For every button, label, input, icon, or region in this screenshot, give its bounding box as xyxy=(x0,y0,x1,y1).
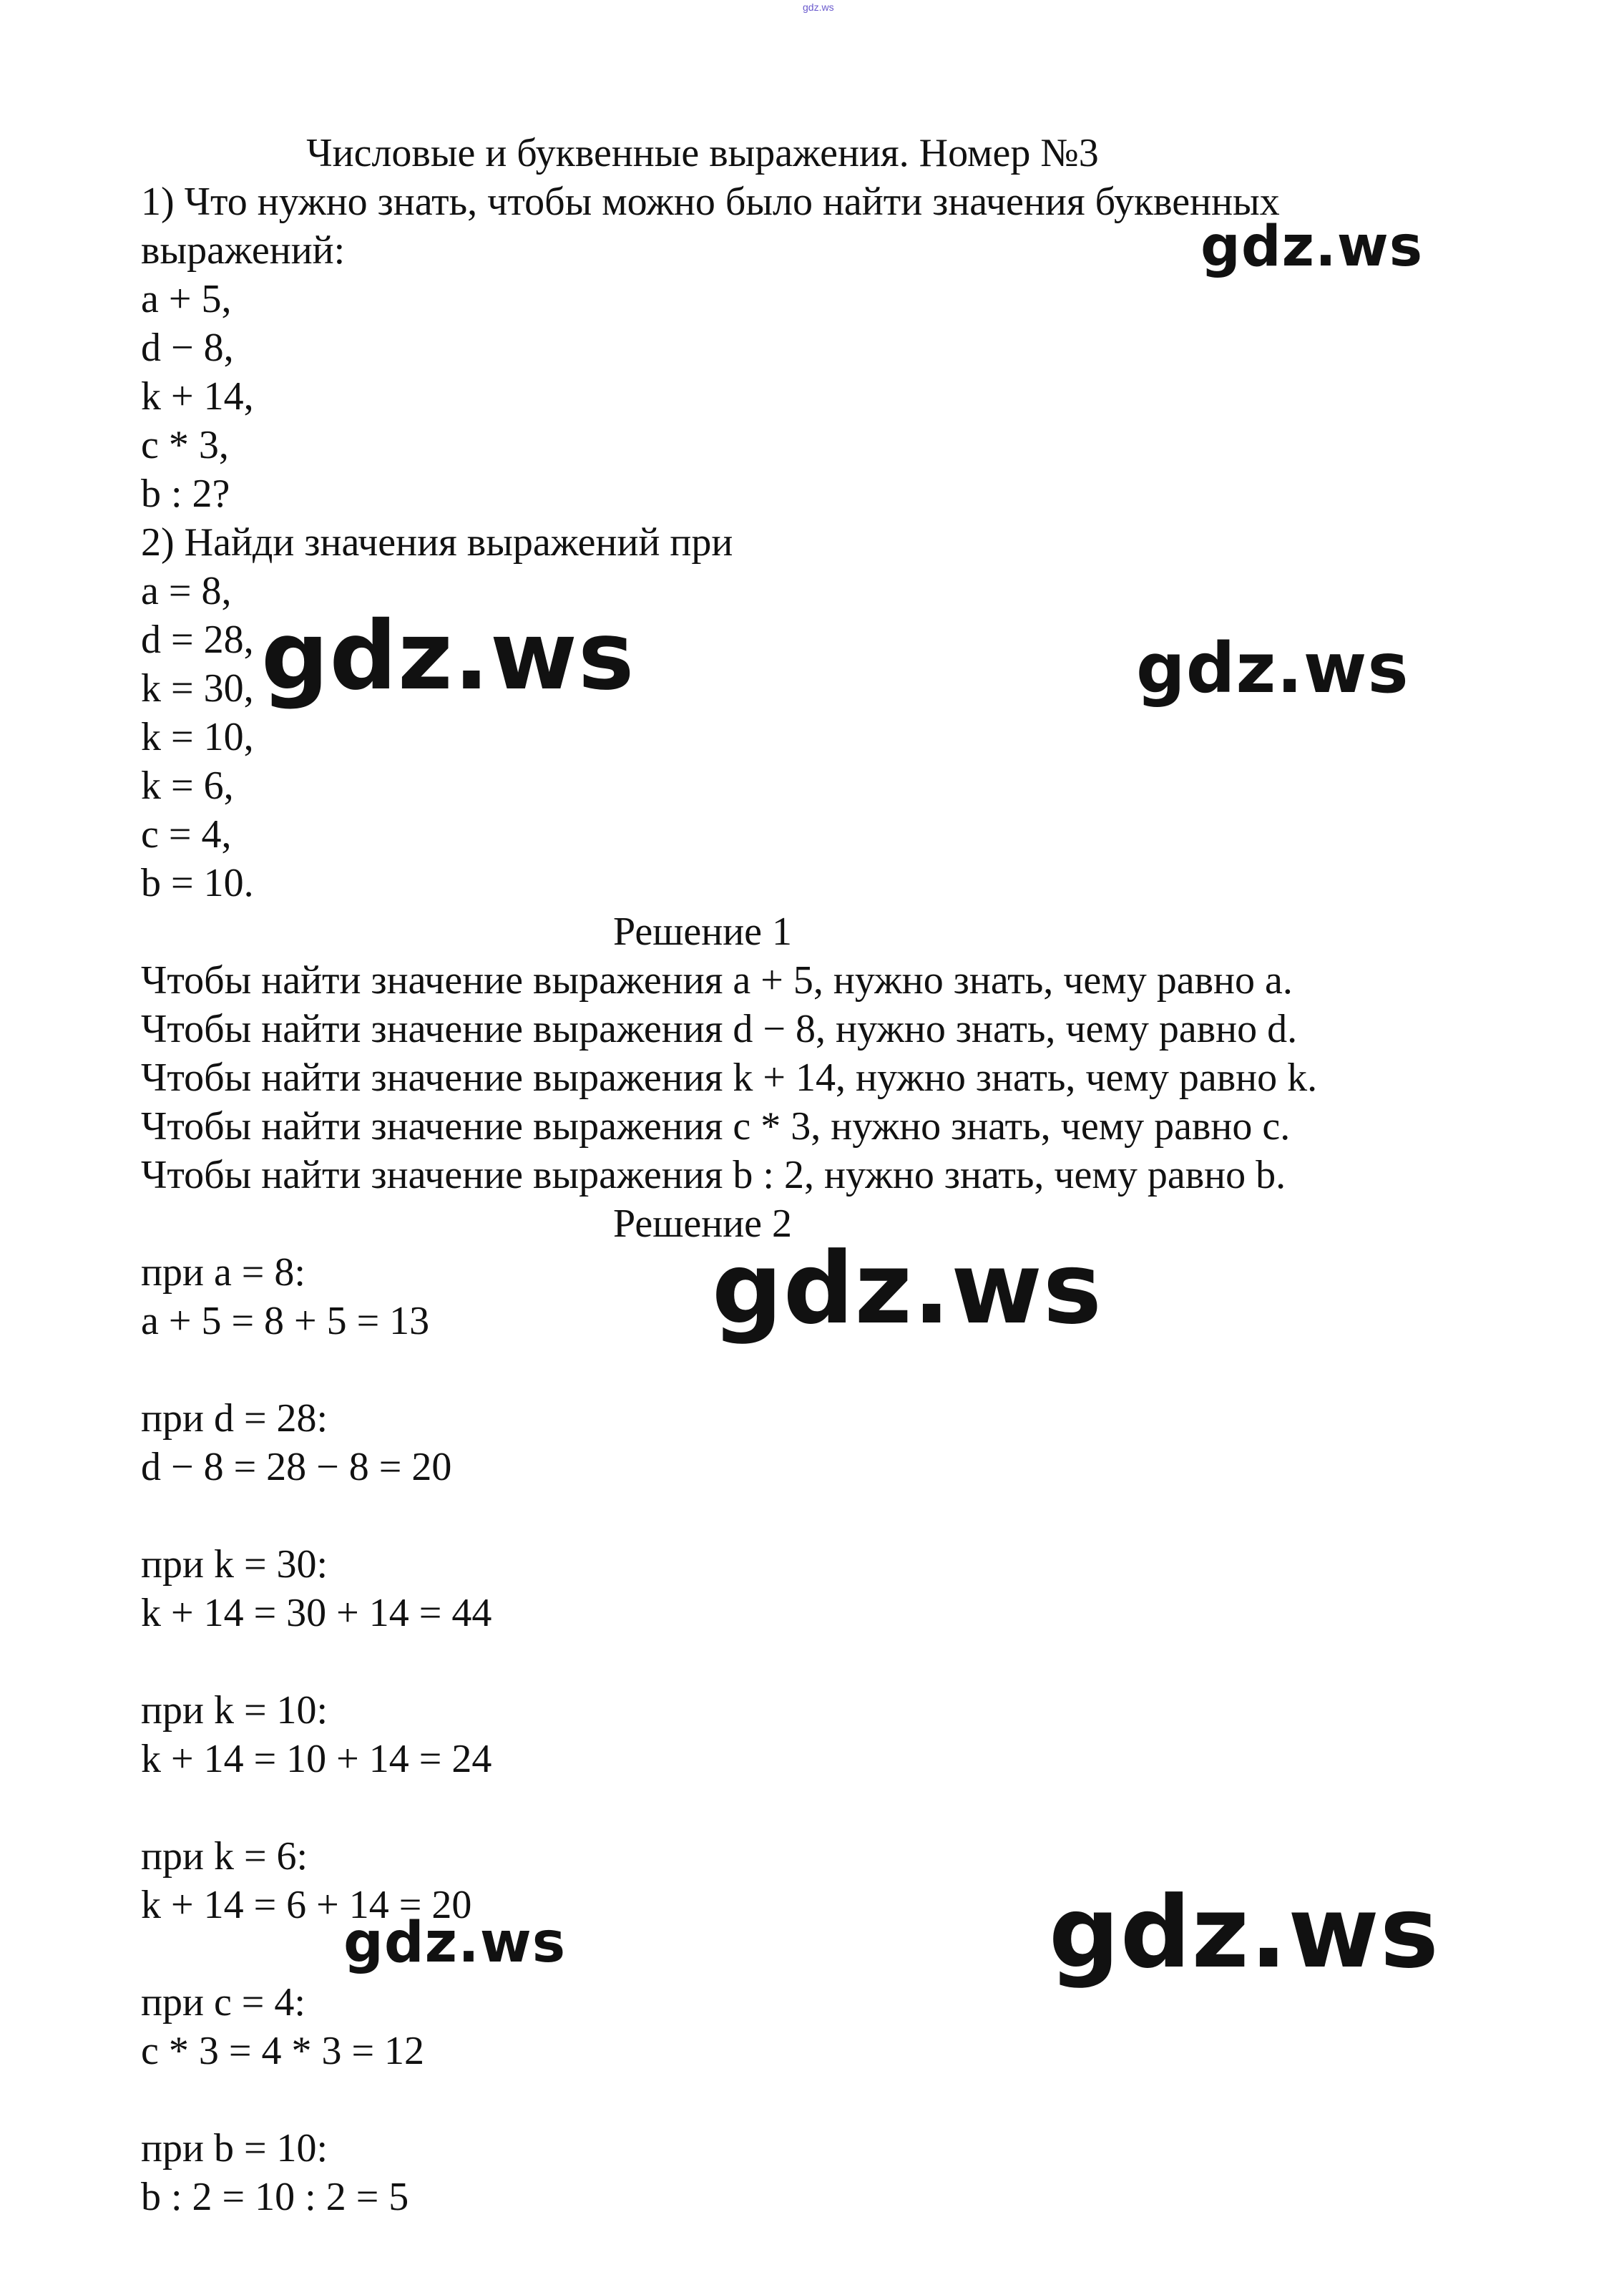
calculation-line: k + 14 = 6 + 14 = 20 xyxy=(141,1883,472,1927)
spacer xyxy=(141,1345,1500,1394)
solution-line: Чтобы найти значение выражения c * 3, нужно знать, чему равно c. xyxy=(141,1104,1291,1149)
calculation-line: k + 14 = 10 + 14 = 24 xyxy=(141,1737,492,1781)
watermark: gdz.ws xyxy=(1200,215,1424,279)
expression-item: a + 5, xyxy=(141,277,232,321)
solution-line: Чтобы найти значение выражения b : 2, нужно знать, чему равно b. xyxy=(141,1153,1286,1197)
solution-2-heading: Решение 2 xyxy=(612,1202,793,1246)
calculation-line: k + 14 = 30 + 14 = 44 xyxy=(141,1591,492,1635)
watermark: gdz.ws xyxy=(1136,628,1409,708)
watermark: gdz.ws xyxy=(261,601,635,711)
value-item: c = 4, xyxy=(141,812,232,857)
calculation-line: b : 2 = 10 : 2 = 5 xyxy=(141,2175,409,2219)
calculation-line: d − 8 = 28 − 8 = 20 xyxy=(141,1445,452,1489)
solution-line: Чтобы найти значение выражения a + 5, нужно знать, чему равно a. xyxy=(141,958,1293,1003)
spacer xyxy=(141,1783,1500,1832)
condition-line: при k = 6: xyxy=(141,1834,308,1879)
condition-line: при k = 30: xyxy=(141,1542,328,1587)
value-item: k = 30, xyxy=(141,666,254,711)
expression-item: b : 2? xyxy=(141,472,230,516)
task-1-text: 1) Что нужно знать, чтобы можно было найти значения буквенных xyxy=(141,180,1280,224)
spacer xyxy=(141,1637,1500,1686)
expression-item: d − 8, xyxy=(141,326,234,370)
solution-2 xyxy=(141,1199,1500,2221)
spacer xyxy=(141,1491,1500,1540)
task-2 xyxy=(141,518,1500,907)
condition-line: при k = 10: xyxy=(141,1688,328,1733)
condition-line: при a = 8: xyxy=(141,1250,305,1295)
page-title: Числовые и буквенные выражения. Номер №3 xyxy=(306,131,1099,175)
calculation-line: c * 3 = 4 * 3 = 12 xyxy=(141,2029,425,2073)
solution-1-heading: Решение 1 xyxy=(612,910,793,954)
task-1-text-continued: выражений: xyxy=(141,228,346,273)
condition-line: при c = 4: xyxy=(141,1980,305,2025)
value-item: k = 6, xyxy=(141,764,234,808)
value-item: k = 10, xyxy=(141,715,254,759)
task-2-text: 2) Найди значения выражений при xyxy=(141,520,733,565)
value-item: b = 10. xyxy=(141,861,254,905)
value-item: a = 8, xyxy=(141,569,232,613)
solution-line: Чтобы найти значение выражения k + 14, нужно знать, чему равно k. xyxy=(141,1056,1318,1100)
expression-item: k + 14, xyxy=(141,374,254,419)
watermark: gdz.ws xyxy=(1049,1875,1439,1990)
calculation-line: a + 5 = 8 + 5 = 13 xyxy=(141,1299,430,1343)
condition-line: при d = 28: xyxy=(141,1396,328,1441)
watermark: gdz.ws xyxy=(343,1911,567,1975)
condition-line: при b = 10: xyxy=(141,2126,328,2170)
header-watermark: gdz.ws xyxy=(803,1,834,13)
solution-1 xyxy=(141,907,1500,1199)
value-item: d = 28, xyxy=(141,618,254,662)
expression-item: c * 3, xyxy=(141,423,229,467)
solution-line: Чтобы найти значение выражения d − 8, нужно знать, чему равно d. xyxy=(141,1007,1298,1051)
watermark: gdz.ws xyxy=(712,1231,1102,1346)
spacer xyxy=(141,2075,1500,2124)
